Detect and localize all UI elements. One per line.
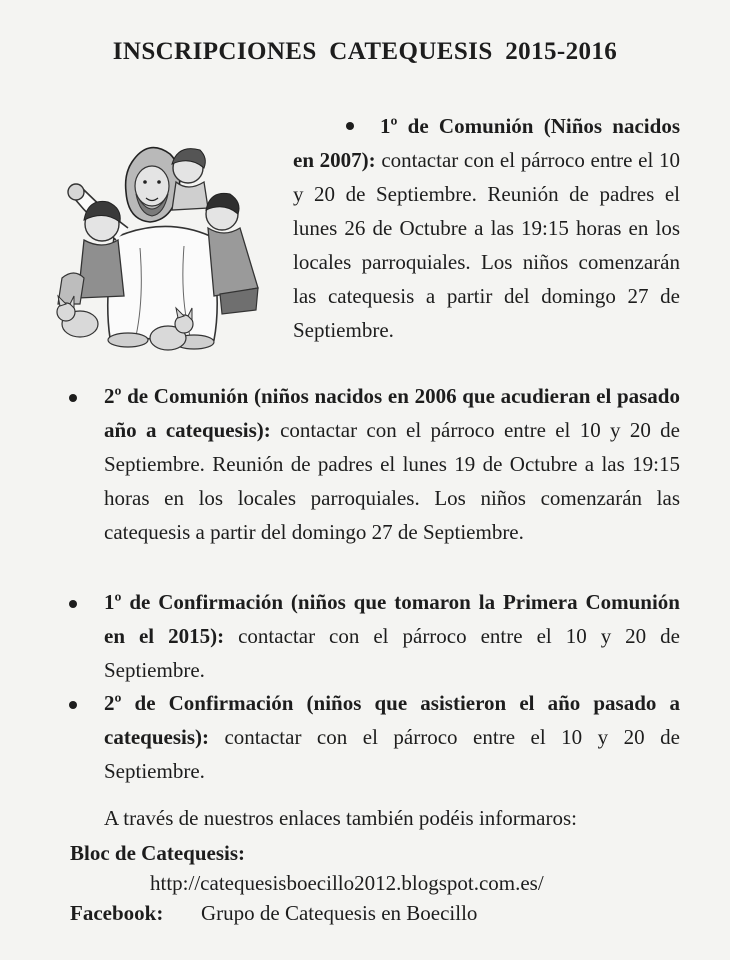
facebook-label: Facebook:	[70, 901, 164, 925]
list-item-primera-comunion	[293, 109, 680, 347]
item-text: contactar con el párroco entre el 10 y 20 de Septiembre. Reunión de padres el lunes 19 de Octubre a las 19:15 horas en los locales parroquiales. Los niños comenzarán las catequesis a partir del domingo 27 de Septiembre.	[104, 418, 680, 544]
blog-label: Bloc de Catequesis:	[70, 841, 245, 865]
item-text: contactar con el párroco entre el 10 y 20 de Septiembre. Reunión de padres el lunes 26 de Octubre a las 19:15 horas en los locales parroquiales. Los niños comenzarán las catequesis a partir del domingo 27 de Septiembre.	[293, 148, 680, 342]
list-item-segunda-comunion	[104, 379, 680, 549]
item-heading: 2º de Comunión (niños nacidos en 2006 que acudieran el pasado año a catequesis):	[104, 384, 680, 442]
bullet-icon	[69, 701, 77, 709]
bullet-icon	[69, 394, 77, 402]
list-item-segunda-confirmacion	[104, 686, 680, 788]
jesus-with-children-illustration	[44, 128, 272, 360]
item-heading: 2º de Confirmación (niños que asistieron el año pasado a catequesis):	[104, 691, 680, 749]
links-intro-text: A través de nuestros enlaces también podéis informaros:	[104, 806, 577, 830]
blog-url-link[interactable]: http://catequesisboecillo2012.blogspot.com.es/	[150, 871, 544, 895]
item-heading: 1º de Comunión (Niños nacidos en 2007):	[293, 114, 680, 172]
item-heading: 1º de Confirmación (niños que tomaron la Primera Comunión en el 2015):	[104, 590, 680, 648]
item-text: contactar con el párroco entre el 10 y 20 de Septiembre.	[104, 624, 680, 682]
facebook-group-link[interactable]: Grupo de Catequesis en Boecillo	[201, 901, 478, 925]
bullet-icon	[69, 600, 77, 608]
item-text: contactar con el párroco entre el 10 y 20 de Septiembre.	[104, 725, 680, 783]
document-title: INSCRIPCIONES CATEQUESIS 2015-2016	[112, 38, 618, 65]
list-item-primera-confirmacion	[104, 585, 680, 687]
